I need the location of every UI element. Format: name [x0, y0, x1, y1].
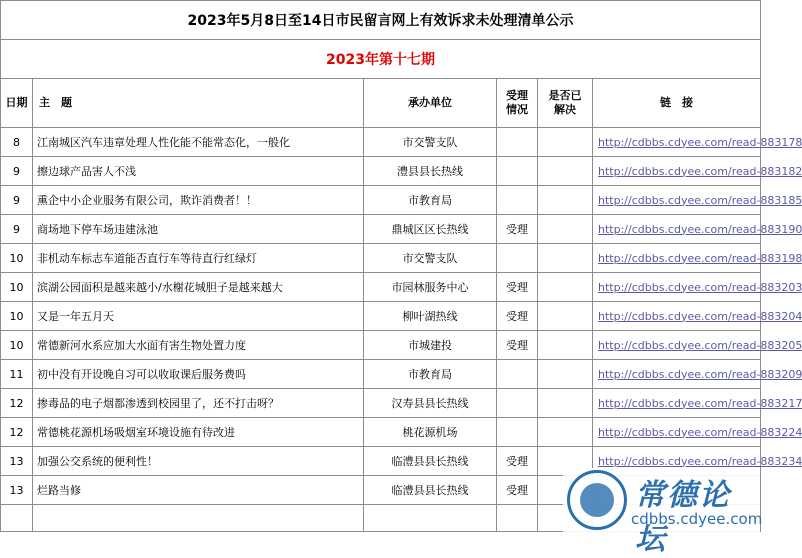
cell-unit: 澧县县长热线 [364, 157, 497, 186]
cell-accepted [497, 157, 538, 186]
cell-date: 12 [1, 389, 33, 418]
cell-subject: 商场地下停车场违建泳池 [33, 215, 364, 244]
cell-unit: 市教育局 [364, 360, 497, 389]
cell-link[interactable]: http://cdbbs.cdyee.com/read-883198 [593, 244, 761, 273]
cell-date: 10 [1, 331, 33, 360]
empty-cell [1, 505, 33, 532]
empty-cell [497, 505, 538, 532]
cell-subject: 常德新河水系应加大水面有害生物处置力度 [33, 331, 364, 360]
cell-link[interactable]: http://cdbbs.cdyee.com/read-883204 [593, 302, 761, 331]
cell-accepted: 受理 [497, 447, 538, 476]
cell-subject: 江南城区汽车违章处理人性化能不能常态化，一般化 [33, 128, 364, 157]
cell-link[interactable]: http://cdbbs.cdyee.com/read-883224 [593, 418, 761, 447]
cell-unit: 鼎城区区长热线 [364, 215, 497, 244]
cell-resolved [538, 186, 593, 215]
cell-subject: 加强公交系统的便利性！ [33, 447, 364, 476]
cell-subject: 滨湖公园面积是越来越小/水榭花城胆子是越来越大 [33, 273, 364, 302]
cell-date: 13 [1, 476, 33, 505]
cell-link[interactable]: http://cdbbs.cdyee.com/read-883217 [593, 389, 761, 418]
table-row [1, 418, 761, 447]
table-row [1, 128, 761, 157]
cell-resolved [538, 128, 593, 157]
cell-subject: 非机动车标志车道能否直行车等待直行红绿灯 [33, 244, 364, 273]
cell-resolved [538, 360, 593, 389]
cell-date: 13 [1, 447, 33, 476]
cell-resolved [538, 418, 593, 447]
cell-date: 9 [1, 215, 33, 244]
cell-link[interactable]: http://cdbbs.cdyee.com/read-883234 [593, 447, 761, 476]
cell-resolved [538, 215, 593, 244]
cell-link[interactable]: http://cdbbs.cdyee.com/read-883203 [593, 273, 761, 302]
cell-unit: 柳叶湖热线 [364, 302, 497, 331]
table-header-row [1, 79, 761, 128]
cell-accepted: 受理 [497, 273, 538, 302]
cell-unit: 市交警支队 [364, 128, 497, 157]
cell-date: 9 [1, 186, 33, 215]
cell-link[interactable]: http://cdbbs.cdyee.com/read-883182 [593, 157, 761, 186]
cell-resolved [538, 157, 593, 186]
header-unit: 承办单位 [364, 79, 497, 128]
cell-accepted: 受理 [497, 331, 538, 360]
table-row [1, 360, 761, 389]
cell-link[interactable]: http://cdbbs.cdyee.com/read-883178 [593, 128, 761, 157]
cell-accepted [497, 360, 538, 389]
forum-watermark [563, 468, 763, 557]
header-resolved: 是否已解决 [538, 79, 593, 128]
empty-cell [364, 505, 497, 532]
cell-subject: 掺毒品的电子烟都渗透到校园里了，还不打击呀？ [33, 389, 364, 418]
cell-unit: 临澧县县长热线 [364, 476, 497, 505]
cell-accepted [497, 128, 538, 157]
cell-accepted [497, 244, 538, 273]
cell-unit: 临澧县县长热线 [364, 447, 497, 476]
cell-unit: 汉寿县县长热线 [364, 389, 497, 418]
cell-unit: 市城建投 [364, 331, 497, 360]
cell-date: 8 [1, 128, 33, 157]
table-row [1, 331, 761, 360]
header-subject: 主 题 [33, 79, 364, 128]
cell-resolved [538, 302, 593, 331]
table-row [1, 157, 761, 186]
cell-date: 10 [1, 273, 33, 302]
cell-date: 11 [1, 360, 33, 389]
cell-unit: 市教育局 [364, 186, 497, 215]
cell-subject: 初中没有开设晚自习可以收取课后服务费吗 [33, 360, 364, 389]
table-row [1, 215, 761, 244]
cell-accepted [497, 186, 538, 215]
issue-subtitle: 2023年第十七期 [1, 40, 761, 79]
header-link: 链 接 [593, 79, 761, 128]
cell-accepted: 受理 [497, 302, 538, 331]
table-row [1, 389, 761, 418]
forum-seal-icon [567, 470, 627, 530]
header-date: 日期 [1, 79, 33, 128]
cell-subject: 擦边球产品害人不浅 [33, 157, 364, 186]
table-row [1, 186, 761, 215]
cell-link[interactable]: http://cdbbs.cdyee.com/read-883190 [593, 215, 761, 244]
cell-resolved [538, 244, 593, 273]
cell-link[interactable]: http://cdbbs.cdyee.com/read-883209 [593, 360, 761, 389]
cell-unit: 桃花源机场 [364, 418, 497, 447]
watermark-name: 常德论坛 [635, 478, 731, 557]
table-row [1, 302, 761, 331]
header-accepted: 受理情况 [497, 79, 538, 128]
cell-resolved [538, 331, 593, 360]
cell-subject: 熏企中小企业服务有限公司，欺诈消费者！！ [33, 186, 364, 215]
cell-date: 12 [1, 418, 33, 447]
cell-date: 10 [1, 302, 33, 331]
cell-link[interactable]: http://cdbbs.cdyee.com/read-883205 [593, 331, 761, 360]
cell-subject: 常德桃花源机场吸烟室环境设施有待改进 [33, 418, 364, 447]
table-row [1, 244, 761, 273]
cell-date: 9 [1, 157, 33, 186]
cell-accepted: 受理 [497, 476, 538, 505]
cell-subject: 又是一年五月天 [33, 302, 364, 331]
cell-accepted [497, 389, 538, 418]
cell-unit: 市园林服务中心 [364, 273, 497, 302]
cell-subject: 烂路当修 [33, 476, 364, 505]
cell-accepted [497, 418, 538, 447]
table-row [1, 273, 761, 302]
cell-resolved [538, 389, 593, 418]
cell-date: 10 [1, 244, 33, 273]
watermark-url: cdbbs.cdyee.com [631, 510, 763, 528]
empty-cell [33, 505, 364, 532]
cell-unit: 市交警支队 [364, 244, 497, 273]
page-title: 2023年5月8日至14日市民留言网上有效诉求未处理清单公示 [1, 1, 761, 40]
cell-resolved [538, 273, 593, 302]
cell-link[interactable]: http://cdbbs.cdyee.com/read-883185 [593, 186, 761, 215]
cell-accepted: 受理 [497, 215, 538, 244]
